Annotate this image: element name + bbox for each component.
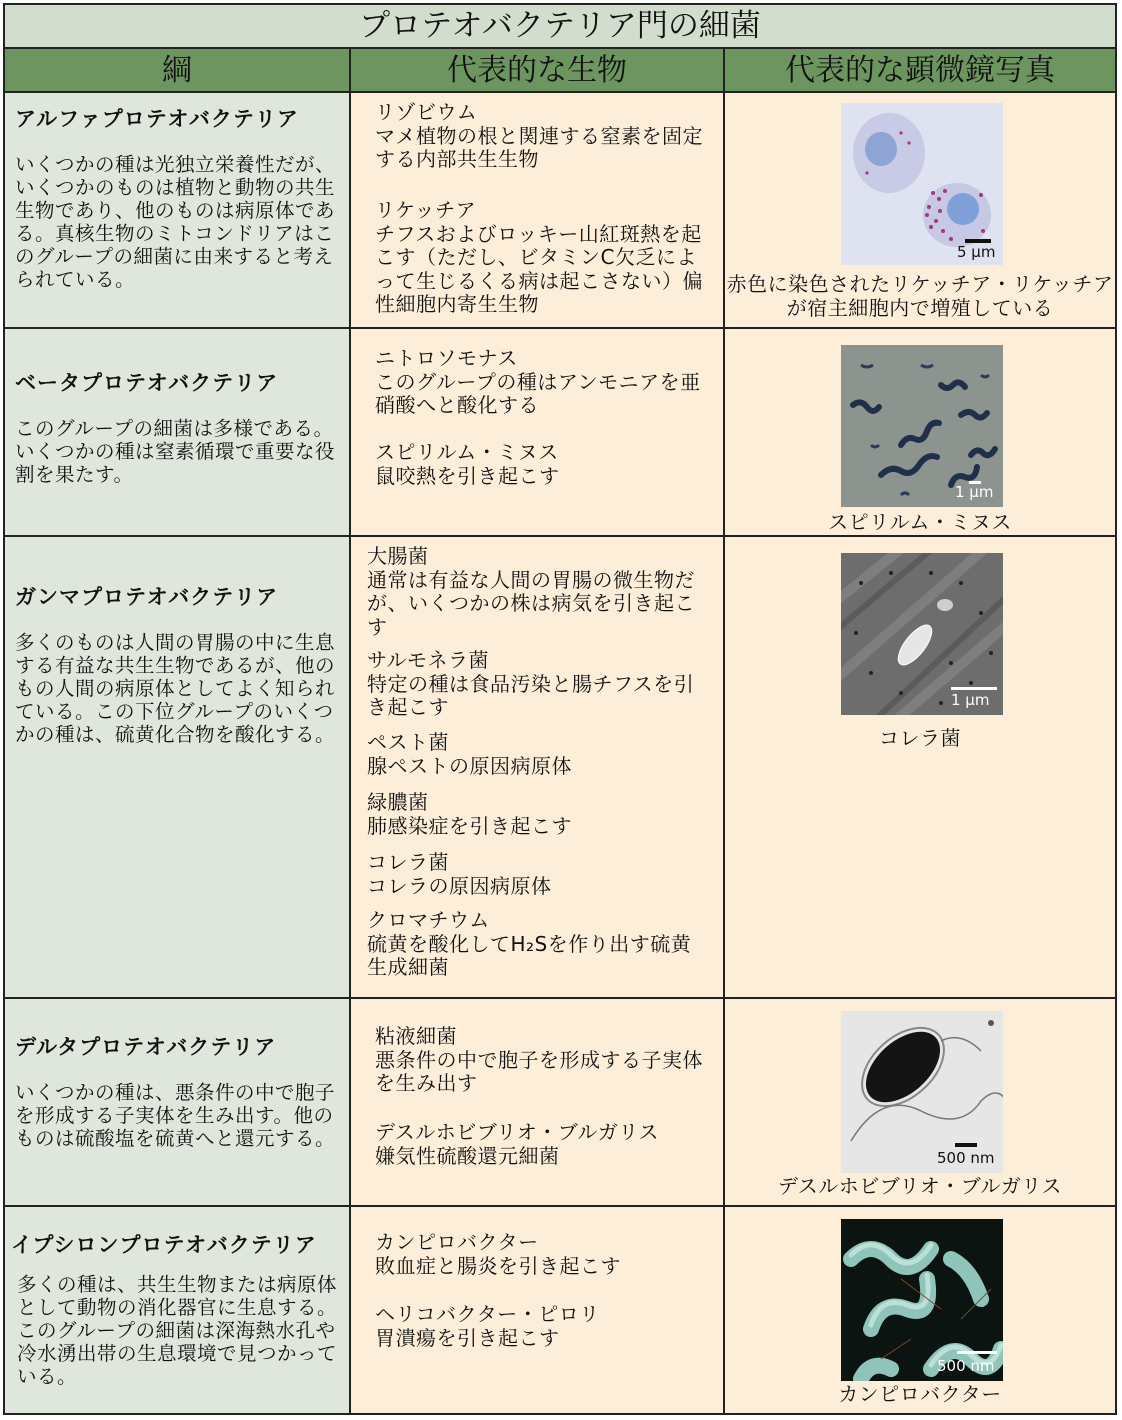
- desulfovibrio-micrograph: [841, 1011, 1003, 1173]
- organism-entry: [367, 545, 707, 639]
- row-epsilon-organisms-cell: [351, 1207, 723, 1413]
- organism-description: 悪条件の中で胞子を形成する子実体を生み出す: [375, 1047, 703, 1095]
- organism-description: 鼠咬熱を引き起こす: [375, 463, 560, 488]
- organism-name: 粘液細菌: [375, 1024, 457, 1048]
- organism-name: ヘリコバクター・ピロリ: [375, 1302, 600, 1326]
- organism-entry: [367, 791, 707, 838]
- organism-name: スピリルム・ミヌス: [375, 440, 559, 464]
- organism-entry: [367, 909, 707, 980]
- spirillum-micrograph: [841, 345, 1003, 507]
- organism-description: マメ植物の根と関連する窒素を固定する内部共生生物: [375, 123, 703, 171]
- scale-label: 5 µm: [957, 243, 996, 261]
- row-alpha-organisms-cell: [351, 93, 723, 327]
- row-beta-class-cell: [5, 329, 349, 535]
- header-micrographs: 代表的な顕微鏡写真: [725, 49, 1115, 93]
- class-description: このグループの細菌は多様である。いくつかの種は窒素循環で重要な役割を果たす。: [15, 417, 336, 486]
- class-name: ガンマプロテオバクテリア: [15, 585, 279, 609]
- row-delta-micrograph-cell: [725, 999, 1115, 1205]
- row-beta-organisms-cell: [351, 329, 723, 535]
- class-name: アルファプロテオバクテリア: [15, 107, 299, 131]
- micrograph-caption: コレラ菌: [879, 726, 961, 750]
- organism-name: クロマチウム: [367, 908, 490, 932]
- scale-label: 500 nm: [937, 1149, 995, 1167]
- organism-name: リゾビウム: [375, 100, 478, 124]
- micrograph-caption: デスルホビブリオ・ブルガリス: [778, 1174, 1062, 1198]
- organism-description: 胃潰瘍を引き起こす: [375, 1325, 560, 1350]
- column-divider: [723, 49, 725, 1413]
- micrograph-caption: 赤色に染色されたリケッチア・リケッチアが宿主細胞内で増殖している: [726, 272, 1114, 320]
- class-name: イプシロンプロテオバクテリア: [11, 1233, 317, 1257]
- row-divider: [5, 327, 1115, 329]
- class-name: デルタプロテオバクテリア: [15, 1035, 277, 1059]
- row-epsilon-micrograph-cell: [725, 1207, 1115, 1413]
- organism-description: 嫌気性硫酸還元細菌: [375, 1143, 560, 1168]
- table-title: プロテオバクテリア門の細菌: [5, 5, 1115, 49]
- class-name: ベータプロテオバクテリア: [15, 371, 279, 395]
- organism-entry: [375, 1025, 715, 1096]
- scale-label: 1 µm: [951, 691, 990, 709]
- row-divider: [5, 1205, 1115, 1207]
- row-gamma-micrograph-cell: [725, 537, 1115, 997]
- organism-entry: [375, 441, 715, 488]
- organism-entry: [375, 1121, 715, 1168]
- organism-name: 緑膿菌: [367, 790, 429, 814]
- header-class: 綱: [5, 49, 349, 93]
- class-description: いくつかの種は、悪条件の中で胞子を形成する子実体を生み出す。他のものは硫酸塩を硫黄へと還元する。: [15, 1081, 336, 1150]
- row-gamma-class-cell: [5, 537, 349, 997]
- micrograph-caption: カンピロバクター: [838, 1382, 1002, 1406]
- class-description: いくつかの種は光独立栄養性だが、いくつかのものは植物と動物の共生生物であり、他のものは病原体である。真核生物のミトコンドリアはこのグループの細菌に由来すると考えられている。: [15, 153, 336, 291]
- row-gamma-organisms-cell: [351, 537, 723, 997]
- organism-description: 硫黄を酸化してH₂Sを作り出す硫黄生成細菌: [367, 931, 692, 979]
- row-epsilon-class-cell: [5, 1207, 349, 1413]
- row-delta-class-cell: [5, 999, 349, 1205]
- row-divider: [5, 535, 1115, 537]
- organism-entry: [375, 1231, 715, 1278]
- organism-name: カンピロバクター: [375, 1230, 539, 1254]
- organism-name: コレラ菌: [367, 850, 449, 874]
- organism-description: チフスおよびロッキー山紅斑熱を起こす（ただし、ビタミンC欠乏によって生じるくる病は起こさない）偏性細胞内寄生生物: [375, 221, 703, 316]
- organism-description: コレラの原因病原体: [367, 873, 552, 898]
- organism-name: リケッチア: [375, 198, 477, 222]
- row-beta-micrograph-cell: [725, 329, 1115, 535]
- bacteria-table: [3, 3, 1117, 1415]
- organism-description: 肺感染症を引き起こす: [367, 813, 572, 838]
- organism-description: 敗血症と腸炎を引き起こす: [375, 1253, 621, 1278]
- organism-entry: [375, 101, 715, 172]
- organism-description: 通常は有益な人間の胃腸の微生物だが、いくつかの株は病気を引き起こす: [367, 567, 695, 639]
- organism-entry: [367, 851, 707, 898]
- organism-name: ペスト菌: [367, 730, 449, 754]
- vibrio-cholerae-micrograph: [841, 553, 1003, 715]
- organism-description: このグループの種はアンモニアを亜硝酸へと酸化する: [375, 369, 701, 417]
- campylobacter-micrograph: [841, 1219, 1003, 1381]
- organism-description: 特定の種は食品汚染と腸チフスを引き起こす: [367, 671, 695, 719]
- organism-entry: [375, 199, 715, 317]
- organism-name: デスルホビブリオ・ブルガリス: [375, 1120, 659, 1144]
- organism-entry: [367, 649, 707, 720]
- class-description: 多くのものは人間の胃腸の中に生息する有益な共生生物であるが、他のもの人間の病原体としてよく知られている。この下位グループのいくつかの種は、硫黄化合物を酸化する。: [15, 631, 336, 746]
- organism-entry: [375, 347, 715, 418]
- organism-entry: [367, 731, 707, 778]
- row-alpha-micrograph-cell: [725, 93, 1115, 327]
- row-divider: [5, 997, 1115, 999]
- header-organisms: 代表的な生物: [351, 49, 723, 93]
- rickettsia-micrograph: [841, 103, 1003, 265]
- column-divider: [349, 49, 351, 1413]
- organism-name: サルモネラ菌: [367, 648, 489, 672]
- scale-label: 500 nm: [937, 1357, 995, 1375]
- micrograph-caption: スピリルム・ミヌス: [828, 510, 1012, 534]
- organism-name: 大腸菌: [367, 544, 429, 568]
- row-alpha-class-cell: [5, 93, 349, 327]
- row-delta-organisms-cell: [351, 999, 723, 1205]
- organism-entry: [375, 1303, 715, 1350]
- scale-label: 1 µm: [955, 483, 994, 501]
- organism-description: 腺ペストの原因病原体: [367, 753, 572, 778]
- class-description: 多くの種は、共生生物または病原体として動物の消化器官に生息する。このグループの細菌は深海熱水孔や冷水湧出帯の生息環境で見つかっている。: [17, 1273, 338, 1388]
- organism-name: ニトロソモナス: [375, 346, 518, 370]
